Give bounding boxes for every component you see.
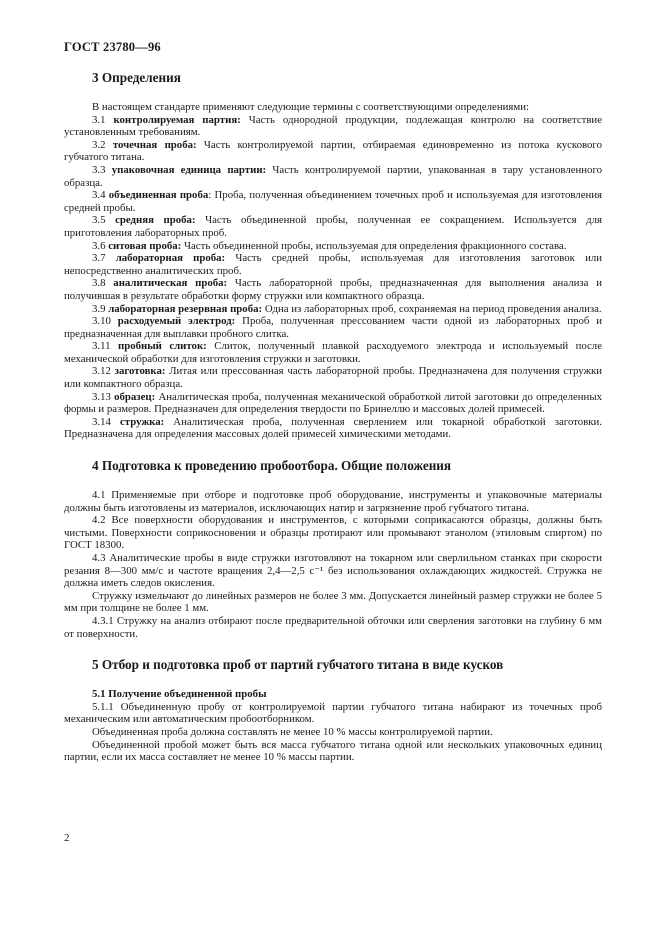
section-4-paragraph: 4.3 Аналитические пробы в виде стружки изготовляют на токарном или сверлильном станках при скорости резания 8—300 мм/с и частоте вращения 2,4—2,5 с⁻¹ без использования охлаждающих жидкостей. Стружка не должна иметь следов окисления. bbox=[64, 552, 602, 590]
definition-number: 3.5 bbox=[92, 214, 106, 227]
section-4-paragraph: 4.2 Все поверхности оборудования и инструментов, с которыми соприкасаются образцы, должны быть чистыми. Поверхности соприкосновения и образцы протирают или промывают этанолом (этиловым спиртом) по ГОСТ 18300. bbox=[64, 514, 602, 552]
definition-item bbox=[64, 214, 602, 239]
definition-item bbox=[64, 189, 602, 214]
definition-term: средняя проба: bbox=[115, 214, 196, 227]
definition-item bbox=[64, 303, 602, 316]
definition-item bbox=[64, 252, 602, 277]
section-5-paragraph: Объединенная проба должна составлять не менее 10 % массы контролируемой партии. bbox=[92, 725, 493, 738]
definition-text: Часть лабораторной пробы, предназначенная для выполнения анализа и получившая в результате обработки форму стружки или компактного образца. bbox=[64, 277, 603, 302]
definition-text: Часть однородной продукции, подлежащая контролю на соответствие установленным требованиям. bbox=[64, 113, 603, 139]
definition-item bbox=[64, 416, 602, 441]
definition-text: Литая или прессованная часть лабораторной пробы. Предназначена для получения стружки или компактного образца. bbox=[64, 365, 602, 391]
section-4-paragraph: 4.1 Применяемые при отборе и подготовке проб оборудование, инструменты и упаковочные материалы должны быть изготовлены из материалов, исключающих натир и загрязнение проб губчатого титана. bbox=[64, 489, 602, 514]
definition-term: расходуемый электрод: bbox=[117, 315, 236, 328]
definition-text: Часть объединенной пробы, используемая для определения фракционного состава. bbox=[184, 239, 567, 252]
definition-number: 3.11 bbox=[92, 340, 111, 353]
section-4-title: 4 Подготовка к проведению пробоотбора. Общие положения bbox=[92, 458, 452, 474]
section-5-paragraph: 5.1.1 Объединенную пробу от контролируемой партии губчатого титана набирают из точечных проб механическим или автоматическим пробоотборником. bbox=[64, 700, 602, 726]
definition-text: Часть контролируемой партии, отбираемая единовременно из потока кускового губчатого титана. bbox=[64, 138, 602, 164]
definition-term: объединенная проба bbox=[108, 189, 209, 202]
definition-term: образец: bbox=[114, 390, 156, 403]
section-4-paragraph: Стружку измельчают до линейных размеров не более 3 мм. Допускается линейный размер стружки не более 5 мм при толщине не более 1 мм. bbox=[64, 589, 602, 615]
definition-term: пробный слиток: bbox=[117, 340, 207, 353]
section-4-paragraph: 4.3.1 Стружку на анализ отбирают после предварительной обточки или сверления заготовки на глубину 6 мм от поверхности. bbox=[64, 614, 602, 640]
definition-item bbox=[64, 139, 602, 164]
definition-text: Проба, полученная прессованием части одной из лабораторных проб и предназначенная для выплавки пробного слитка. bbox=[64, 315, 603, 340]
definition-text: : Проба, полученная объединением точечных проб и используемая для изготовления средней пробы. bbox=[64, 189, 603, 214]
definition-term: контролируемая партия: bbox=[113, 113, 241, 126]
definition-number: 3.6 bbox=[92, 239, 106, 252]
definition-term: упаковочная единица партии: bbox=[111, 163, 267, 176]
definition-text: Слиток, полученный плавкой расходуемого электрода и используемый после механической обработки для изготовления стружки и заготовки. bbox=[64, 340, 602, 365]
section-3-title: 3 Определения bbox=[92, 70, 181, 85]
definition-number: 3.9 bbox=[92, 302, 106, 315]
definition-term: точечная проба: bbox=[112, 138, 197, 151]
document-code: ГОСТ 23780—96 bbox=[64, 40, 161, 54]
definition-item bbox=[64, 277, 602, 302]
definition-item bbox=[64, 114, 602, 139]
definition-text: Аналитическая проба, полученная сверлением или токарной обработкой заготовки. Предназначена для определения массовых долей примесей химическими методами. bbox=[64, 415, 603, 441]
definition-number: 3.10 bbox=[92, 315, 111, 328]
definition-number: 3.8 bbox=[92, 277, 106, 290]
section-5-paragraph: Объединенной пробой может быть вся масса губчатого титана одной или нескольких упаковочных единиц партии, если их масса составляет не менее 10 % массы партии. bbox=[64, 738, 602, 764]
definition-term: аналитическая проба: bbox=[113, 277, 228, 290]
section-3-intro: В настоящем стандарте применяют следующие термины с соответствующими определениями: bbox=[92, 101, 529, 113]
definition-number: 3.3 bbox=[92, 163, 106, 176]
definition-number: 3.13 bbox=[92, 390, 111, 403]
page-number: 2 bbox=[64, 832, 70, 844]
definition-text: Часть средней пробы, используемая для изготовления заготовок или непосредственно аналитических проб. bbox=[64, 252, 603, 277]
definition-item bbox=[64, 340, 602, 365]
definition-number: 3.1 bbox=[92, 113, 106, 126]
definition-term: лабораторная проба: bbox=[115, 252, 226, 265]
page-content bbox=[64, 70, 602, 764]
definition-number: 3.7 bbox=[92, 252, 106, 265]
definition-term: заготовка: bbox=[114, 365, 166, 378]
section-5-1-title: 5.1 Получение объединенной пробы bbox=[92, 688, 267, 701]
definition-number: 3.2 bbox=[92, 138, 106, 151]
definition-term: стружка: bbox=[119, 415, 165, 428]
definition-text: Аналитическая проба, полученная механической обработкой литой заготовки до определенных формы и размеров. Предназначен для определения твердости по Бринеллю и массовых долей примесей. bbox=[64, 390, 602, 416]
definition-term: ситовая проба: bbox=[108, 239, 182, 252]
definition-item bbox=[64, 164, 602, 189]
definition-number: 3.14 bbox=[92, 415, 111, 428]
definition-text: Часть объединенной пробы, полученная ее сокращением. Используется для приготовления лабораторных проб. bbox=[64, 214, 602, 239]
definition-item bbox=[64, 391, 602, 416]
definitions-list bbox=[64, 114, 602, 441]
definition-number: 3.4 bbox=[92, 189, 106, 202]
section-4-body bbox=[64, 489, 602, 640]
section-5-body bbox=[64, 701, 602, 764]
definition-number: 3.12 bbox=[92, 365, 111, 378]
definition-text: Одна из лабораторных проб, сохраняемая на период проведения анализа. bbox=[264, 302, 602, 315]
definition-item bbox=[64, 240, 602, 253]
definition-term: лабораторная резервная проба: bbox=[108, 302, 263, 315]
definition-text: Часть контролируемой партии, упакованная в тару установленного образца. bbox=[64, 163, 603, 189]
definition-item bbox=[64, 315, 602, 340]
definition-item bbox=[64, 365, 602, 390]
section-5-title: 5 Отбор и подготовка проб от партий губчатого титана в виде кусков bbox=[92, 657, 504, 673]
